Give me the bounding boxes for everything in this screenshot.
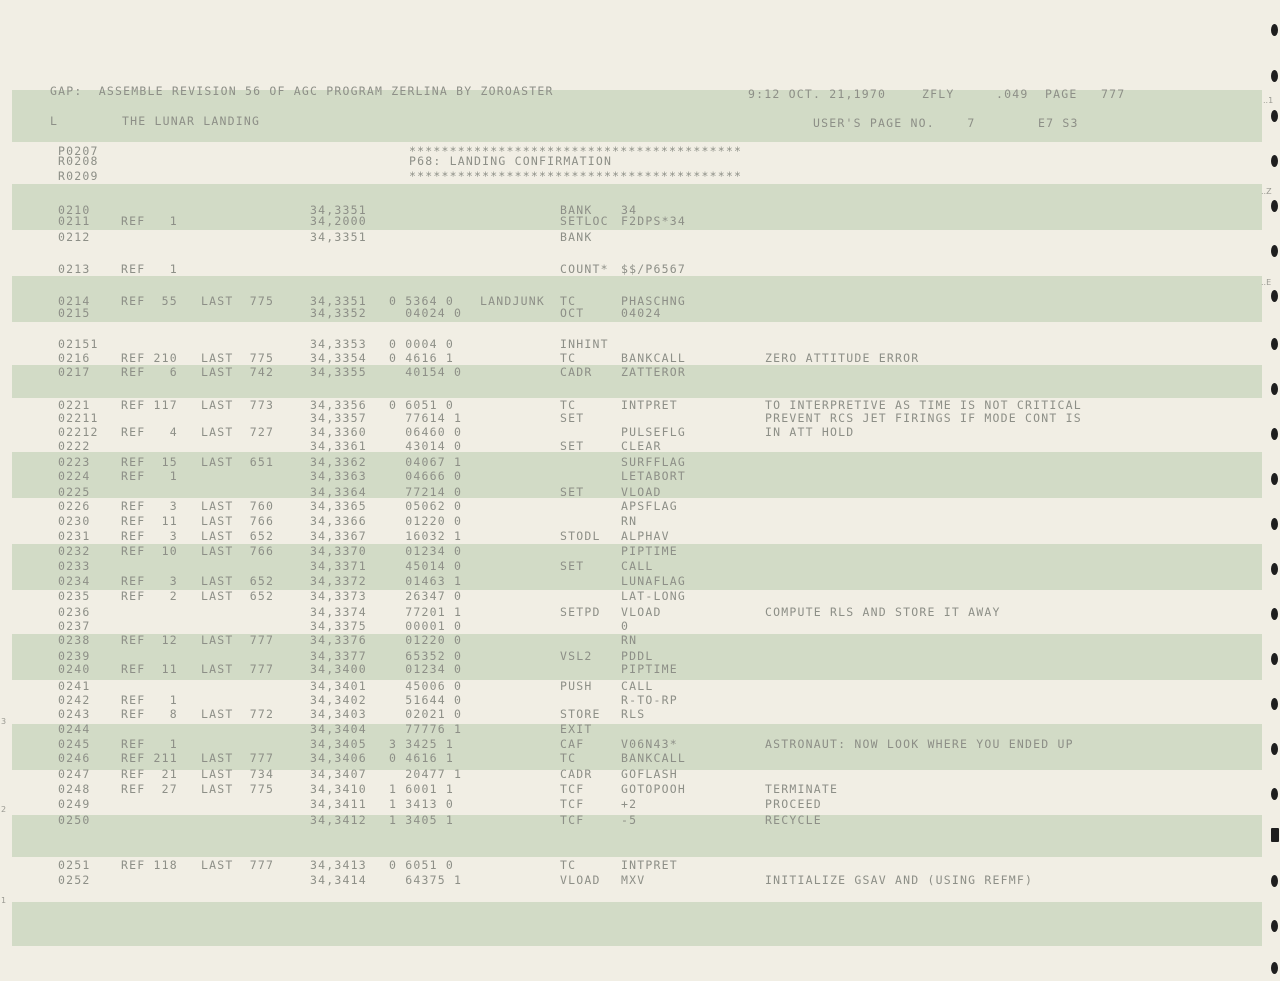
listing-title: GAP: ASSEMBLE REVISION 56 OF AGC PROGRAM ZERLINA BY ZOROASTER: [50, 84, 554, 98]
listing-ref: REF 8: [121, 707, 178, 721]
tractor-feed-hole: [1271, 698, 1278, 710]
listing-num: 0224: [58, 469, 91, 483]
listing-operand: RN: [621, 633, 638, 647]
listing-addr: 34,3351: [310, 203, 367, 217]
listing-op: TCF: [560, 813, 585, 827]
listing-op: SET: [560, 559, 585, 573]
listing-op: COUNT*: [560, 262, 609, 276]
listing-num: 0240: [58, 662, 91, 676]
listing-addr: 34,3371: [310, 559, 367, 573]
tractor-feed-hole: [1271, 245, 1278, 257]
listing-num: 0248: [58, 782, 91, 796]
listing-word: 43014 0: [389, 439, 463, 453]
listing-addr: 34,3377: [310, 649, 367, 663]
listing-operand: APSFLAG: [621, 499, 678, 513]
margin-mark: 1: [1, 896, 7, 905]
listing-word: 0 4616 1: [389, 751, 454, 765]
listing-addr: 34,2000: [310, 214, 367, 228]
listing-addr: 34,3410: [310, 782, 367, 796]
listing-op: TC: [560, 398, 577, 412]
listing-operand: ALPHAV: [621, 529, 670, 543]
listing-operand: -5: [621, 813, 638, 827]
listing-comment: TERMINATE: [765, 782, 839, 796]
listing-operand: CLEAR: [621, 439, 662, 453]
listing-word: 0 0004 0: [389, 337, 454, 351]
listing-comment: ZERO ATTITUDE ERROR: [765, 351, 920, 365]
tractor-feed-hole: [1271, 24, 1278, 36]
listing-num: 0241: [58, 679, 91, 693]
listing-op: INHINT: [560, 337, 609, 351]
listing-num: 0249: [58, 797, 91, 811]
listing-addr: 34,3351: [310, 230, 367, 244]
listing-last: LAST 772: [201, 707, 275, 721]
listing-word: 77201 1: [389, 605, 463, 619]
listing-operand: CALL: [621, 559, 654, 573]
listing-num: R0208: [58, 154, 99, 168]
tractor-feed-hole: [1271, 828, 1279, 842]
listing-ref: REF 11: [121, 662, 178, 676]
listing-num: 0212: [58, 230, 91, 244]
listing-operand: PDDL: [621, 649, 654, 663]
listing-num: 0237: [58, 619, 91, 633]
listing-op: TCF: [560, 782, 585, 796]
tractor-feed-hole: [1271, 875, 1278, 887]
listing-operand: +2: [621, 797, 638, 811]
listing-word: 0 6051 0: [389, 858, 454, 872]
elapsed-time: .049: [996, 87, 1029, 101]
tractor-feed-hole: [1271, 473, 1278, 485]
listing-op: TCF: [560, 797, 585, 811]
listing-last: LAST 766: [201, 544, 275, 558]
listing-word: 02021 0: [389, 707, 463, 721]
listing-operand: VLOAD: [621, 485, 662, 499]
assembly-flag: ZFLY: [922, 87, 955, 101]
listing-word: 01234 0: [389, 662, 463, 676]
listing-operand: SURFFLAG: [621, 455, 686, 469]
listing-operand: 34: [621, 203, 638, 217]
listing-addr: 34,3375: [310, 619, 367, 633]
listing-ref: REF 1: [121, 737, 178, 751]
listing-word: 00001 0: [389, 619, 463, 633]
listing-addr: 34,3376: [310, 633, 367, 647]
listing-word: 16032 1: [389, 529, 463, 543]
listing-word: 77214 0: [389, 485, 463, 499]
listing-operand: LAT-LONG: [621, 589, 686, 603]
listing-num: 0246: [58, 751, 91, 765]
listing-ref: REF 118: [121, 858, 178, 872]
listing-word: 45006 0: [389, 679, 463, 693]
timestamp: 9:12 OCT. 21,1970: [748, 87, 887, 101]
listing-last: LAST 651: [201, 455, 275, 469]
listing-op: TC: [560, 294, 577, 308]
listing-last: LAST 727: [201, 425, 275, 439]
listing-word: 20477 1: [389, 767, 463, 781]
listing-comment: TO INTERPRETIVE AS TIME IS NOT CRITICAL: [765, 398, 1082, 412]
listing-num: 0213: [58, 262, 91, 276]
listing-addr: 34,3403: [310, 707, 367, 721]
tractor-feed-hole: [1271, 563, 1278, 575]
listing-last: LAST 777: [201, 858, 275, 872]
listing-num: 0252: [58, 873, 91, 887]
tractor-feed-hole: [1271, 920, 1278, 932]
listing-word: 3 3425 1: [389, 737, 454, 751]
listing-addr: 34,3354: [310, 351, 367, 365]
listing-op: CAF: [560, 737, 585, 751]
listing-operand: INTPRET: [621, 858, 678, 872]
listing-addr: 34,3413: [310, 858, 367, 872]
listing-operand: R-TO-RP: [621, 693, 678, 707]
listing-num: 0231: [58, 529, 91, 543]
tractor-feed-hole: [1271, 608, 1278, 620]
margin-mark: 2: [1, 805, 7, 814]
listing-ref: REF 27: [121, 782, 178, 796]
listing-word: 40154 0: [389, 365, 463, 379]
listing-addr: 34,3362: [310, 455, 367, 469]
listing-word: 01220 0: [389, 633, 463, 647]
listing-addr: 34,3363: [310, 469, 367, 483]
listing-ref: REF 1: [121, 693, 178, 707]
listing-num: 0223: [58, 455, 91, 469]
tractor-feed-hole: [1271, 155, 1278, 167]
listing-num: 0234: [58, 574, 91, 588]
listing-addr: 34,3357: [310, 411, 367, 425]
listing-word: 45014 0: [389, 559, 463, 573]
margin-mark: 3: [1, 717, 7, 726]
listing-op: *****************************************: [409, 169, 743, 183]
listing-num: 0238: [58, 633, 91, 647]
listing-num: 0217: [58, 365, 91, 379]
listing-last: LAST 775: [201, 294, 275, 308]
listing-word: 77776 1: [389, 722, 463, 736]
listing-last: LAST 777: [201, 633, 275, 647]
listing-operand: VLOAD: [621, 605, 662, 619]
listing-operand: RLS: [621, 707, 646, 721]
listing-last: LAST 652: [201, 574, 275, 588]
listing-op: CADR: [560, 365, 593, 379]
listing-addr: 34,3412: [310, 813, 367, 827]
listing-ref: REF 12: [121, 633, 178, 647]
listing-addr: 34,3356: [310, 398, 367, 412]
listing-last: LAST 766: [201, 514, 275, 528]
listing-num: 0244: [58, 722, 91, 736]
listing-op: OCT: [560, 306, 585, 320]
listing-op: EXIT: [560, 722, 593, 736]
listing-num: 02151: [58, 337, 99, 351]
listing-addr: 34,3361: [310, 439, 367, 453]
listing-op: STORE: [560, 707, 601, 721]
listing-op: BANK: [560, 203, 593, 217]
tractor-feed-hole: [1271, 290, 1278, 302]
listing-addr: 34,3407: [310, 767, 367, 781]
listing-word: 01234 0: [389, 544, 463, 558]
listing-addr: 34,3414: [310, 873, 367, 887]
listing-ref: REF 4: [121, 425, 178, 439]
listing-ref: REF 1: [121, 214, 178, 228]
listing-word: 64375 1: [389, 873, 463, 887]
listing-operand: MXV: [621, 873, 646, 887]
tractor-feed-hole: [1271, 383, 1278, 395]
greenbar-band: [12, 902, 1262, 946]
listing-num: 0236: [58, 605, 91, 619]
listing-addr: 34,3373: [310, 589, 367, 603]
listing-num: 0232: [58, 544, 91, 558]
listing-operand: CALL: [621, 679, 654, 693]
listing-addr: 34,3360: [310, 425, 367, 439]
listing-addr: 34,3355: [310, 365, 367, 379]
listing-ref: REF 3: [121, 529, 178, 543]
listing-word: 06460 0: [389, 425, 463, 439]
tractor-feed-hole: [1271, 110, 1278, 122]
listing-last: LAST 773: [201, 398, 275, 412]
listing-num: 0221: [58, 398, 91, 412]
listing-word: 04666 0: [389, 469, 463, 483]
listing-operand: ZATTEROR: [621, 365, 686, 379]
listing-op: TC: [560, 351, 577, 365]
listing-word: 04067 1: [389, 455, 463, 469]
listing-ref: REF 6: [121, 365, 178, 379]
listing-operand: RN: [621, 514, 638, 528]
listing-op: TC: [560, 751, 577, 765]
listing-num: 0245: [58, 737, 91, 751]
listing-word: 05062 0: [389, 499, 463, 513]
listing-num: 0214: [58, 294, 91, 308]
listing-comment: IN ATT HOLD: [765, 425, 855, 439]
listing-addr: 34,3411: [310, 797, 367, 811]
listing-num: 02212: [58, 425, 99, 439]
listing-num: 0242: [58, 693, 91, 707]
listing-op: SET: [560, 439, 585, 453]
listing-addr: 34,3367: [310, 529, 367, 543]
listing-word: 1 3413 0: [389, 797, 454, 811]
listing-ref: REF 10: [121, 544, 178, 558]
listing-word: 26347 0: [389, 589, 463, 603]
listing-addr: 34,3353: [310, 337, 367, 351]
listing-operand: 04024: [621, 306, 662, 320]
listing-addr: 34,3370: [310, 544, 367, 558]
listing-num: 0225: [58, 485, 91, 499]
listing-ref: REF 117: [121, 398, 178, 412]
listing-operand: BANKCALL: [621, 351, 686, 365]
listing-op: SETPD: [560, 605, 601, 619]
listing-last: LAST 775: [201, 782, 275, 796]
listing-comment: PREVENT RCS JET FIRINGS IF MODE CONT IS: [765, 411, 1082, 425]
listing-ref: REF 210: [121, 351, 178, 365]
listing-word: 65352 0: [389, 649, 463, 663]
listing-ref: REF 21: [121, 767, 178, 781]
listing-op: P68: LANDING CONFIRMATION: [409, 154, 613, 168]
listing-num: 02211: [58, 411, 99, 425]
listing-last: LAST 775: [201, 351, 275, 365]
listing-operand: 0: [621, 619, 630, 633]
listing-num: 0243: [58, 707, 91, 721]
listing-operand: LUNAFLAG: [621, 574, 686, 588]
section-code: E7 S3: [1038, 116, 1079, 130]
listing-comment: COMPUTE RLS AND STORE IT AWAY: [765, 605, 1001, 619]
section-mark: L: [50, 114, 59, 128]
listing-word: 1 3405 1: [389, 813, 454, 827]
listing-comment: PROCEED: [765, 797, 822, 811]
listing-op: SET: [560, 411, 585, 425]
listing-op: BANK: [560, 230, 593, 244]
listing-word: 01220 0: [389, 514, 463, 528]
listing-operand: PIPTIME: [621, 662, 678, 676]
tractor-feed-hole: [1271, 518, 1278, 530]
listing-num: P0207: [58, 144, 99, 158]
listing-addr: 34,3406: [310, 751, 367, 765]
listing-num: 0222: [58, 439, 91, 453]
listing-comment: RECYCLE: [765, 813, 822, 827]
listing-word: 01463 1: [389, 574, 463, 588]
listing-ref: REF 1: [121, 469, 178, 483]
listing-num: R0209: [58, 169, 99, 183]
listing-operand: PULSEFLG: [621, 425, 686, 439]
listing-operand: V06N43*: [621, 737, 678, 751]
listing-ref: REF 15: [121, 455, 178, 469]
listing-op: SET: [560, 485, 585, 499]
listing-operand: F2DPS*34: [621, 214, 686, 228]
listing-label: LANDJUNK: [480, 294, 545, 308]
listing-op: SETLOC: [560, 214, 609, 228]
tractor-feed-hole: [1271, 70, 1278, 82]
listing-operand: INTPRET: [621, 398, 678, 412]
listing-ref: REF 2: [121, 589, 178, 603]
listing-last: LAST 652: [201, 589, 275, 603]
listing-ref: REF 1: [121, 262, 178, 276]
listing-operand: $$/P6567: [621, 262, 686, 276]
listing-num: 0233: [58, 559, 91, 573]
page-number: 777: [1101, 87, 1126, 101]
listing-num: 0226: [58, 499, 91, 513]
tractor-feed-hole: [1271, 428, 1278, 440]
tractor-feed-hole: [1271, 653, 1278, 665]
listing-word: 0 4616 1: [389, 351, 454, 365]
listing-ref: REF 55: [121, 294, 178, 308]
listing-word: 0 6051 0: [389, 398, 454, 412]
listing-word: 0 5364 0: [389, 294, 454, 308]
listing-last: LAST 652: [201, 529, 275, 543]
listing-op: TC: [560, 858, 577, 872]
listing-last: LAST 734: [201, 767, 275, 781]
section-title: THE LUNAR LANDING: [122, 114, 261, 128]
listing-addr: 34,3402: [310, 693, 367, 707]
listing-comment: INITIALIZE GSAV AND (USING REFMF): [765, 873, 1034, 887]
listing-operand: PIPTIME: [621, 544, 678, 558]
listing-num: 0239: [58, 649, 91, 663]
listing-word: 51644 0: [389, 693, 463, 707]
listing-op: VSL2: [560, 649, 593, 663]
listing-op: PUSH: [560, 679, 593, 693]
listing-operand: GOTOPOOH: [621, 782, 686, 796]
tractor-feed-hole: [1271, 788, 1278, 800]
listing-addr: 34,3372: [310, 574, 367, 588]
listing-last: LAST 777: [201, 662, 275, 676]
listing-op: CADR: [560, 767, 593, 781]
page-label: PAGE: [1045, 87, 1078, 101]
listing-word: 1 6001 1: [389, 782, 454, 796]
users-page-number: USER'S PAGE NO. 7: [813, 116, 976, 130]
tractor-feed-hole: [1271, 743, 1278, 755]
listing-ref: REF 211: [121, 751, 178, 765]
listing-num: 0230: [58, 514, 91, 528]
listing-ref: REF 11: [121, 514, 178, 528]
listing-op: STODL: [560, 529, 601, 543]
listing-ref: REF 3: [121, 499, 178, 513]
listing-addr: 34,3400: [310, 662, 367, 676]
listing-last: LAST 777: [201, 751, 275, 765]
listing-addr: 34,3352: [310, 306, 367, 320]
listing-addr: 34,3366: [310, 514, 367, 528]
tractor-feed-hole: [1271, 200, 1278, 212]
listing-num: 0250: [58, 813, 91, 827]
listing-addr: 34,3404: [310, 722, 367, 736]
listing-ref: REF 3: [121, 574, 178, 588]
listing-addr: 34,3374: [310, 605, 367, 619]
listing-addr: 34,3405: [310, 737, 367, 751]
listing-op: *****************************************: [409, 144, 743, 158]
listing-last: LAST 742: [201, 365, 275, 379]
listing-comment: ASTRONAUT: NOW LOOK WHERE YOU ENDED UP: [765, 737, 1074, 751]
listing-num: 0235: [58, 589, 91, 603]
tractor-feed-hole: [1271, 962, 1278, 974]
listing-operand: PHASCHNG: [621, 294, 686, 308]
margin-mark: ..Z: [1261, 187, 1272, 196]
listing-num: 0215: [58, 306, 91, 320]
listing-addr: 34,3364: [310, 485, 367, 499]
listing-num: 0251: [58, 858, 91, 872]
listing-num: 0210: [58, 203, 91, 217]
listing-addr: 34,3401: [310, 679, 367, 693]
listing-num: 0247: [58, 767, 91, 781]
listing-word: 04024 0: [389, 306, 463, 320]
listing-addr: 34,3365: [310, 499, 367, 513]
listing-num: 0216: [58, 351, 91, 365]
margin-mark: ..1: [1263, 96, 1274, 105]
tractor-feed-hole: [1271, 338, 1278, 350]
listing-operand: GOFLASH: [621, 767, 678, 781]
listing-last: LAST 760: [201, 499, 275, 513]
margin-mark: ..E: [1261, 278, 1272, 287]
listing-operand: BANKCALL: [621, 751, 686, 765]
listing-addr: 34,3351: [310, 294, 367, 308]
listing-num: 0211: [58, 214, 91, 228]
listing-operand: LETABORT: [621, 469, 686, 483]
listing-op: VLOAD: [560, 873, 601, 887]
listing-word: 77614 1: [389, 411, 463, 425]
